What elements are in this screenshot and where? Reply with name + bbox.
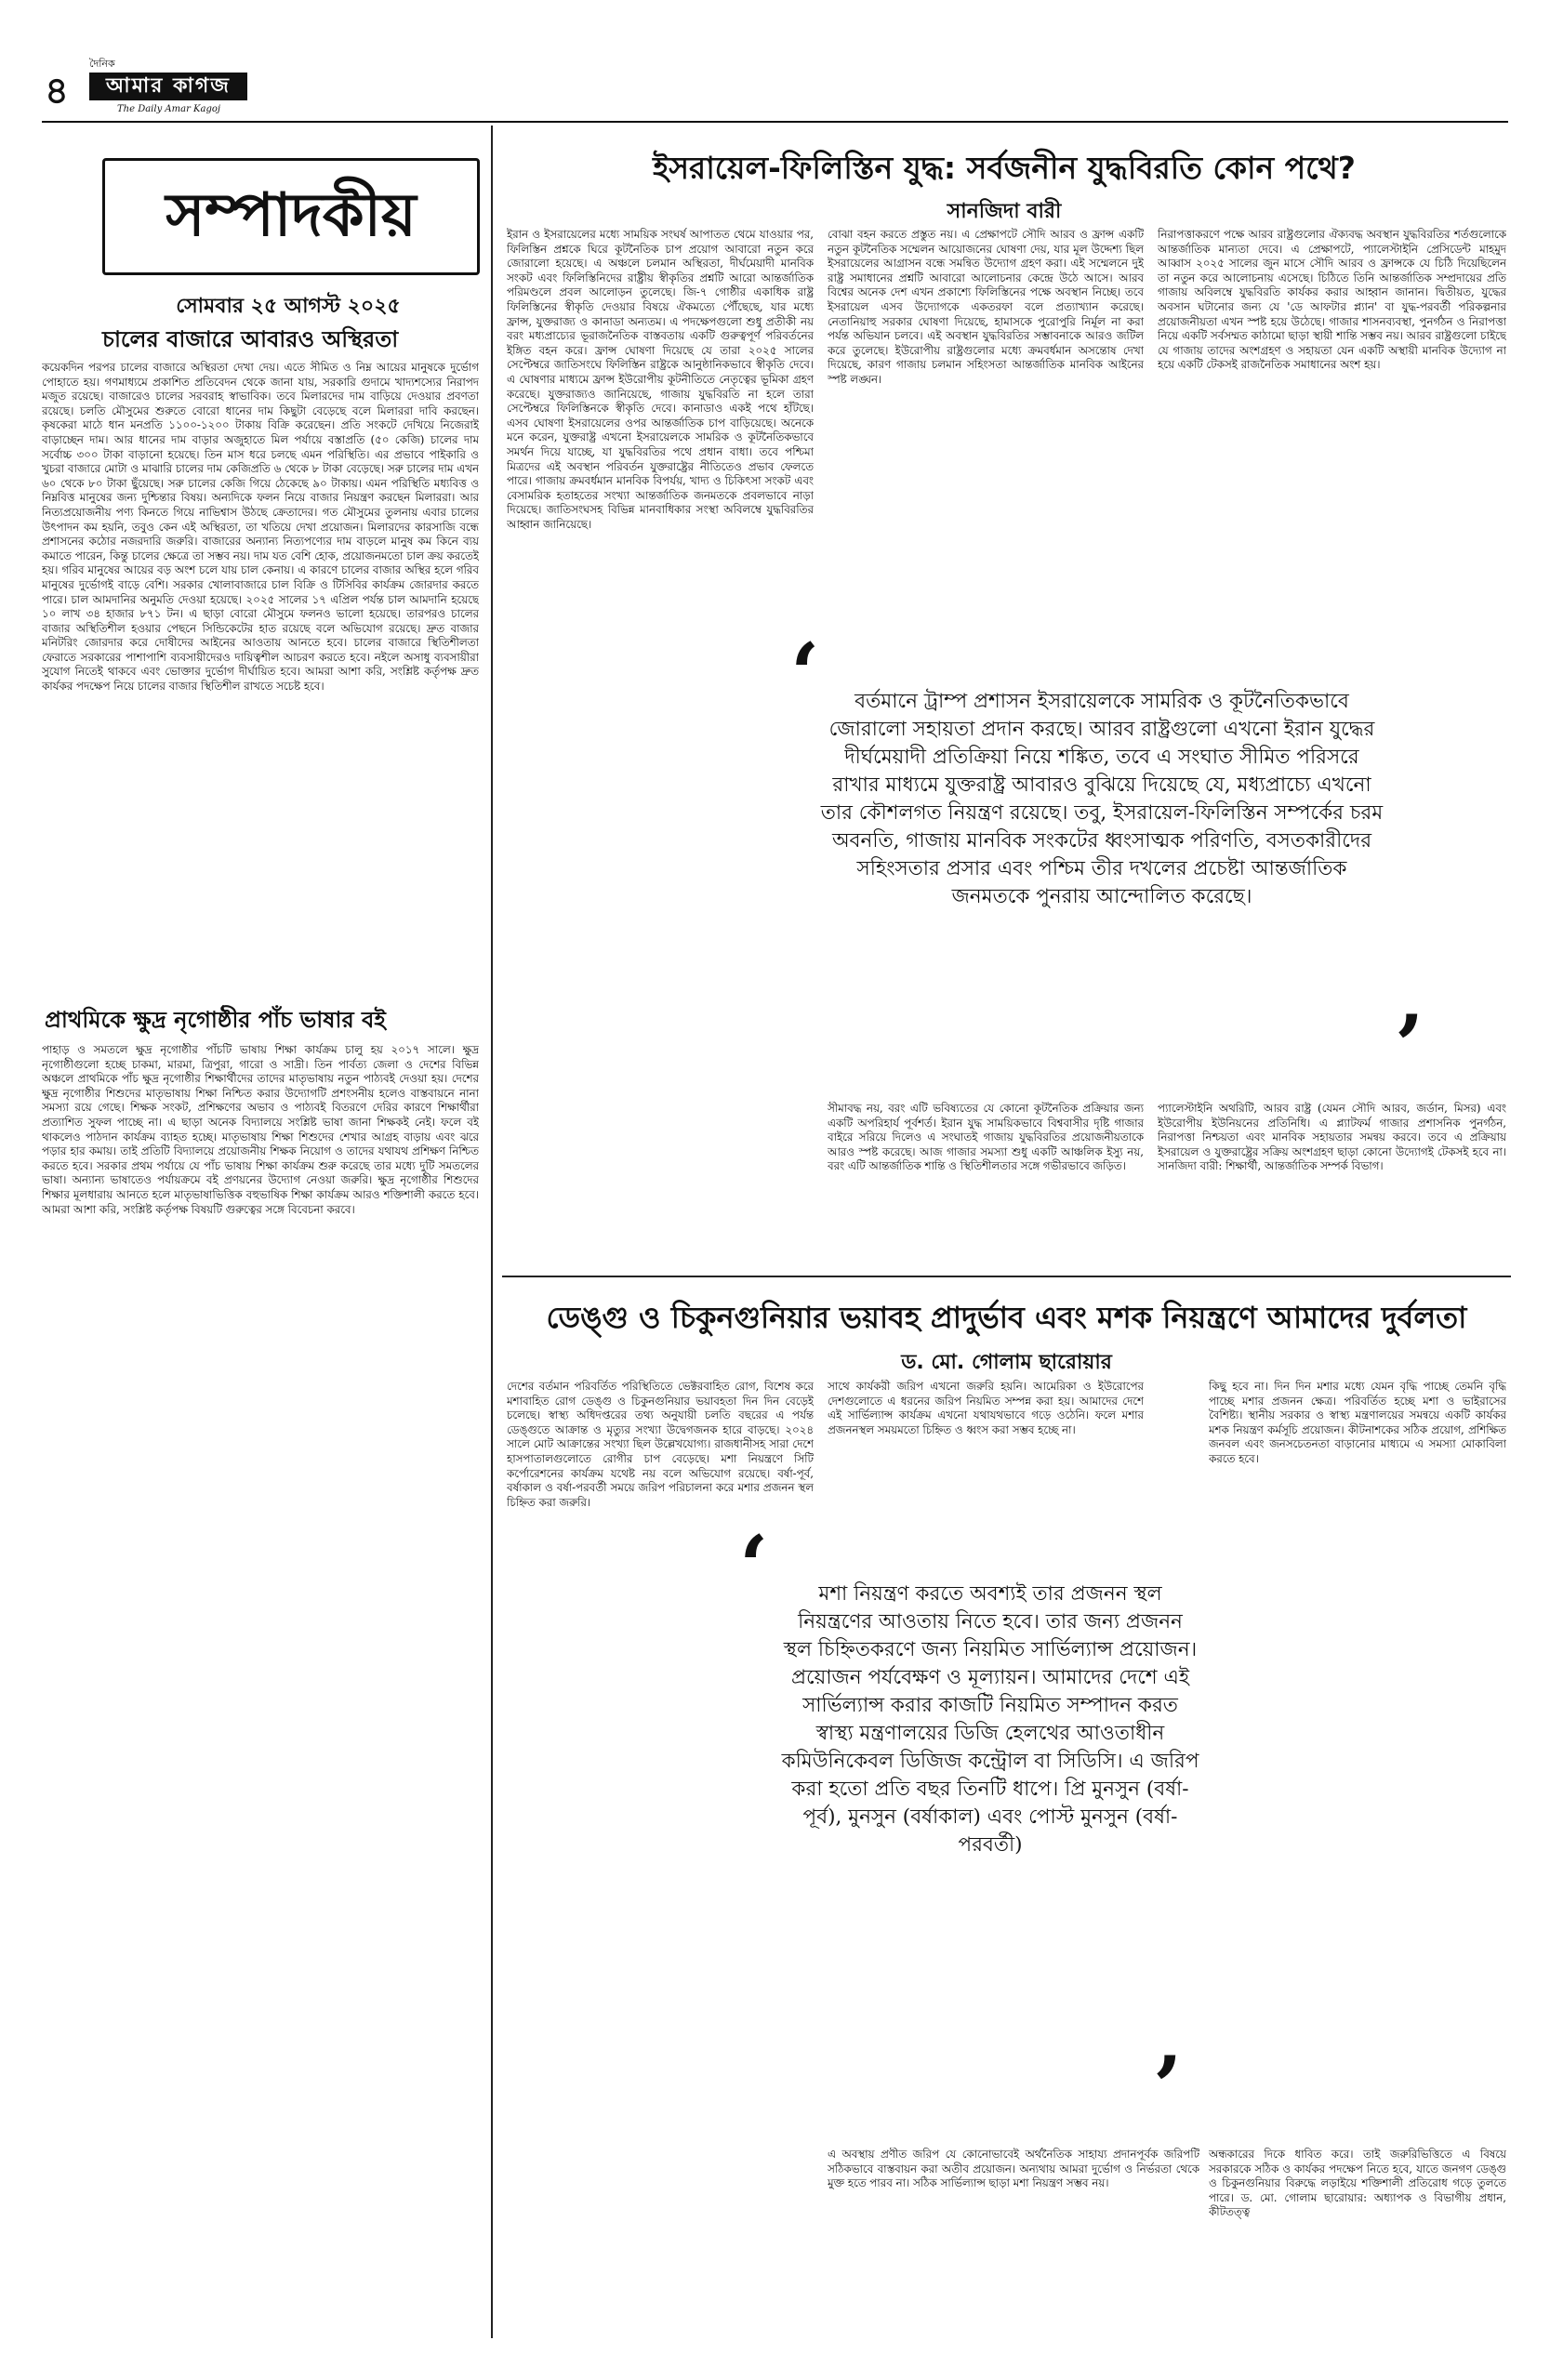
- editorial-article2-title: প্রাথমিকে ক্ষুদ্র নৃগোষ্ঠীর পাঁচ ভাষার বই: [45, 1007, 386, 1033]
- editorial-heading: সম্পাদকীয়: [102, 158, 480, 275]
- top-article-lower-col1: সীমাবদ্ধ নয়, বরং এটি ভবিষ্যতের যে কোনো কূটনৈতিক প্রক্রিয়ার জন্য একটি অপরিহার্য পূর্বশর্ত। ইরান যুদ্ধ সাময়িকভাবে বিশ্ববাসীর দৃষ্টি গাজার বাইরে সরিয়ে দিলেও এ সংঘাতই গাজায় যুদ্ধবিরতির প্রয়োজনীয়তাকে আরও স্পষ্ট করেছে। আজ গাজার সমস্যা শুধু একটি আঞ্চলিক ইস্যু নয়, বরং এটি আন্তর্জাতিক শান্তি ও স্থিতিশীলতার সঙ্গে গভীরভাবে জড়িত।: [828, 1102, 1144, 1173]
- bottom-article-title: ডেঙ্গু ও চিকুনগুনিয়ার ভয়াবহ প্রাদুর্ভাব এবং মশক নিয়ন্ত্রণে আমাদের দুর্বলতা: [546, 1300, 1467, 1335]
- newspaper-logo: [89, 58, 266, 119]
- top-article-pullquote: বর্তমানে ট্রাম্প প্রশাসন ইসরায়েলকে সামরিক ও কূটনৈতিকভাবে জোরালো সহায়তা প্রদান করছে। আরব রাষ্ট্রগুলো এখনো ইরান যুদ্ধের দীর্ঘমেয়াদী প্রতিক্রিয়া নিয়ে শঙ্কিত, তবে এ সংঘাত সীমিত পরিসরে রাখার মাধ্যমে যুক্তরাষ্ট্র আবারও বুঝিয়ে দিয়েছে যে, মধ্যপ্রাচ্যে এখনো তার কৌশলগত নিয়ন্ত্রণ রয়েছে। তবু, ইসরায়েল-ফিলিস্তিন সম্পর্কের চরম অবনতি, গাজায় মানবিক সংকটের ধ্বংসাত্মক পরিণতি, বসতকারীদের সহিংসতার প্রসার এবং পশ্চিম তীর দখলের প্রচেষ্টা আন্তর্জাতিক জনমতকে পুনরায় আন্দোলিত করেছে।: [820, 690, 1384, 908]
- section-divider: [502, 1276, 1511, 1277]
- editorial-article2-body: পাহাড় ও সমতলে ক্ষুদ্র নৃগোষ্ঠীর পাঁচটি ভাষায় শিক্ষা কার্যক্রম চালু হয় ২০১৭ সালে। ক্ষুদ্র নৃগোষ্ঠীগুলো হচ্ছে চাকমা, মারমা, ত্রিপুরা, গারো ও সাদ্রী। তিন পার্বত্য জেলা ও দেশের বিভিন্ন অঞ্চলে প্রাথমিকে পাঁচ ক্ষুদ্র নৃগোষ্ঠীর শিক্ষার্থীদের তাদের মাতৃভাষায় নতুন পাঠ্যবই দেওয়া হয়। দেশের ক্ষুদ্র নৃগোষ্ঠীর শিশুদের মাতৃভাষায় শিক্ষা নিশ্চিত করার উদ্যোগটি প্রশংসনীয় হলেও বাস্তবায়নে নানা সমস্যা রয়ে গেছে। শিক্ষক সংকট, প্রশিক্ষণের অভাব ও পাঠ্যবই বিতরণে দেরির কারণে শিক্ষার্থীরা প্রত্যাশিত সুফল পাচ্ছে না। এ ছাড়া অনেক বিদ্যালয়ে সংশ্লিষ্ট ভাষা জানা শিক্ষকই নেই। ফলে বই থাকলেও পাঠদান কার্যক্রম ব্যাহত হচ্ছে। মাতৃভাষায় শিক্ষা শিশুদের শেখার আগ্রহ বাড়ায় এবং ঝরে পড়ার হার কমায়। তাই প্রতিটি বিদ্যালয়ে প্রয়োজনীয় শিক্ষক নিয়োগ ও তাদের যথাযথ প্রশিক্ষণ নিশ্চিত করতে হবে। সরকার প্রথম পর্যায়ে যে পাঁচ ভাষায় শিক্ষা কার্যক্রম শুরু করেছে তার মধ্যে দুটি সমতলের ভাষা। অন্যান্য ভাষাতেও পর্যায়ক্রমে বই প্রণয়নের উদ্যোগ নেওয়া জরুরি। ক্ষুদ্র নৃগোষ্ঠীর শিশুদের শিক্ষার মূলধারায় আনতে হলে মাতৃভাষাভিত্তিক বহুভাষিক শিক্ষা কার্যক্রম আরও শক্তিশালী করতে হবে। আমরা আশা করি, সংশ্লিষ্ট কর্তৃপক্ষ বিষয়টি গুরুত্বের সঙ্গে বিবেচনা করবে।: [42, 1043, 479, 1216]
- column-divider: [491, 126, 493, 2338]
- logo-title: আমার কাগজ: [89, 73, 247, 100]
- editorial-article1-title: চালের বাজারে আবারও অস্থিরতা: [102, 326, 399, 352]
- top-article-col2: বোঝা বহন করতে প্রস্তুত নয়। এ প্রেক্ষাপটে সৌদি আরব ও ফ্রান্স একটি নতুন কূটনৈতিক সম্মেলন আয়োজনের ঘোষণা দেয়, যার মূল উদ্দেশ্য ছিল ইসরায়েলের আগ্রাসন বন্ধে সমন্বিত উদ্যোগ গ্রহণ করা। এই সম্মেলনে দুই রাষ্ট্র সমাধানের প্রশ্নটি আবারো আলোচনার কেন্দ্রে উঠে আসে। আরব বিশ্বের অনেক দেশ এখন প্রকাশ্যে ফিলিস্তিনের পক্ষে অবস্থান নিচ্ছে। তবে ইসরায়েল এসব উদ্যোগকে একতরফা বলে প্রত্যাখ্যান করেছে। নেতানিয়াহু সরকার ঘোষণা দিয়েছে, হামাসকে পুরোপুরি নির্মূল না করা পর্যন্ত অভিযান চলবে। এই অবস্থান যুদ্ধবিরতির সম্ভাবনাকে আরও জটিল করে তুলেছে। ইউরোপীয় রাষ্ট্রগুলোর মধ্যে ক্রমবর্ধমান অসন্তোষ দেখা দিয়েছে, কারণ গাজায় চলমান সহিংসতা আন্তর্জাতিক মানবিক আইনের স্পষ্ট লঙ্ঘন।: [828, 228, 1144, 386]
- bottom-article-pullquote: মশা নিয়ন্ত্রণ করতে অবশ্যই তার প্রজনন স্থল নিয়ন্ত্রণের আওতায় নিতে হবে। তার জন্য প্রজনন স্থল চিহ্নিতকরণে জন্য নিয়মিত সার্ভিল্যান্স প্রয়োজন। প্রয়োজন পর্যবেক্ষণ ও মূল্যায়ন। আমাদের দেশে এই সার্ভিল্যান্স করার কাজটি নিয়মিত সম্পাদন করত স্বাস্থ্য মন্ত্রণালয়ের ডিজি হেলথের আওতাধীন কমিউনিকেবল ডিজিজ কন্ট্রোল বা সিডিসি। এ জরিপ করা হতো প্রতি বছর তিনটি ধাপে। প্রি মুনসুন (বর্ষা-পূর্ব), মুনসুন (বর্ষাকাল) এবং পোস্ট মুনসুন (বর্ষা-পরবর্তী): [781, 1582, 1199, 1857]
- quote2-open-mark: ‘: [739, 1517, 769, 1616]
- top-article-lower-col2: প্যালেস্টাইনি অথরিটি, আরব রাষ্ট্র (যেমন সৌদি আরব, জর্ডান, মিসর) এবং ইউরোপীয় ইউনিয়নের প্রতিনিধি। এ প্ল্যাটফর্ম গাজার প্রশাসনিক পুনর্গঠন, নিরাপত্তা নিশ্চয়তা এবং মানবিক সহায়তার সমন্বয় করবে। তবে এ প্রক্রিয়ায় ইসরায়েল ও যুক্তরাষ্ট্রের সক্রিয় অংশগ্রহণ ছাড়া কোনো উদ্যোগই টেকসই হবে না। সানজিদা বারী: শিক্ষার্থী, আন্তর্জাতিক সম্পর্ক বিভাগ।: [1158, 1102, 1506, 1173]
- bottom-article-col1: দেশের বর্তমান পরিবর্তিত পরিস্থিতিতে ভেক্টরবাহিত রোগ, বিশেষ করে মশাবাহিত রোগ ডেঙ্গু ও চিকুনগুনিয়ার ভয়াবহতা দিন দিন বেড়েই চলেছে। স্বাস্থ্য অধিদপ্তরের তথ্য অনুযায়ী চলতি বছরের এ পর্যন্ত ডেঙ্গুতে আক্রান্ত ও মৃত্যুর সংখ্যা উদ্বেগজনক হারে বাড়ছে। ২০২৪ সালে মোট আক্রান্তের সংখ্যা ছিল উল্লেখযোগ্য। রাজধানীসহ সারা দেশে হাসপাতালগুলোতে রোগীর চাপ বেড়েছে। মশা নিয়ন্ত্রণে সিটি কর্পোরেশনের কার্যক্রম যথেষ্ট নয় বলে অভিযোগ রয়েছে। বর্ষা-পূর্ব, বর্ষাকাল ও বর্ষা-পরবর্তী সময়ে জরিপ পরিচালনা করে মশার প্রজনন স্থল চিহ্নিত করা জরুরি।: [507, 1380, 814, 1509]
- top-article-col1: ইরান ও ইসরায়েলের মধ্যে সাময়িক সংঘর্ষ আপাতত থেমে যাওয়ার পর, ফিলিস্তিন প্রশ্নকে ঘিরে কূটনৈতিক চাপ প্রয়োগ আবারো নতুন করে জোরালো হয়েছে। এ অঞ্চলে চলমান অস্থিরতা, দীর্ঘমেয়াদী মানবিক সংকট এবং ফিলিস্তিনিদের রাষ্ট্রীয় স্বীকৃতির প্রশ্নটি আরো আন্তর্জাতিক পরিমণ্ডলে প্রবল আলোড়ন তুলেছে। জি-৭ গোষ্ঠীর একাধিক রাষ্ট্র ফিলিস্তিনের স্বীকৃতি দেওয়ার বিষয়ে ঐকমত্যে পৌঁছেছে, যার মধ্যে ফ্রান্স, যুক্তরাজ্য ও কানাডা অন্যতম। এ পদক্ষেপগুলো শুধু প্রতীকী নয় বরং মধ্যপ্রাচ্যের ভূরাজনৈতিক বাস্তবতায় একটি গুরুত্বপূর্ণ পরিবর্তনের ইঙ্গিত বহন করে। ফ্রান্স ঘোষণা দিয়েছে যে তারা ২০২৫ সালের সেপ্টেম্বরে জাতিসংঘে ফিলিস্তিন রাষ্ট্রকে আনুষ্ঠানিকভাবে স্বীকৃতি দেবে। এ ঘোষণার মাধ্যমে ফ্রান্স ইউরোপীয় কূটনীতিতে নেতৃত্বের ভূমিকা গ্রহণ করেছে। যুক্তরাজ্যও জানিয়েছে, গাজায় যুদ্ধবিরতি না হলে তারা সেপ্টেম্বরে ফিলিস্তিনকে স্বীকৃতি দেবে। কানাডাও একই পথে হাঁটছে। এসব ঘোষণা ইসরায়েলের ওপর আন্তর্জাতিক চাপ বাড়িয়েছে। অনেকে মনে করেন, যুক্তরাষ্ট্র এখনো ইসরায়েলকে সামরিক ও কূটনৈতিকভাবে সমর্থন দিয়ে যাচ্ছে, যা যুদ্ধবিরতির পথে প্রধান বাধা। তবে পশ্চিমা মিত্রদের এই অবস্থান পরিবর্তন যুক্তরাষ্ট্রের নীতিতেও প্রভাব ফেলতে পারে। গাজায় ক্রমবর্ধমান মানবিক বিপর্যয়, খাদ্য ও চিকিৎসা সংকট এবং বেসামরিক হতাহতের সংখ্যা আন্তর্জাতিক জনমতকে প্রবলভাবে নাড়া দিয়েছে। জাতিসংঘসহ বিভিন্ন মানবাধিকার সংস্থা অবিলম্বে যুদ্ধবিরতির আহ্বান জানিয়েছে।: [507, 228, 814, 531]
- bottom-article-col3-lower: অন্ধকারের দিকে ধাবিত করে। তাই জরুরিভিত্তিতে এ বিষয়ে সরকারকে সঠিক ও কার্যকর পদক্ষেপ নিতে হবে, যাতে জনগণ ডেঙ্গু ও চিকুনগুনিয়ার বিরুদ্ধে লড়াইয়ে শক্তিশালী প্রতিরোধ গড়ে তুলতে পারে। ড. মো. গোলাম ছারোয়ার: অধ্যাপক ও বিভাগীয় প্রধান, কীটতত্ত্ব: [1209, 2148, 1506, 2219]
- bottom-article-lower: এ অবস্থায় প্রণীত জরিপ যে কোনোভাবেই অর্থনৈতিক সাহায্য প্রদানপূর্বক জরিপটি সঠিকভাবে বাস্তবায়ন করা অতীব প্রয়োজন। অন্যথায় আমরা দুর্ভোগ ও নির্ভরতা থেকে মুক্ত হতে পারব না। সঠিক সার্ভিল্যান্স ছাড়া মশা নিয়ন্ত্রণ সম্ভব নয়।: [828, 2148, 1199, 2190]
- quote-close-mark: ’: [1395, 997, 1424, 1095]
- bottom-article-col2: সাথে কার্যকরী জরিপ এখনো জরুরি হয়নি। আমেরিকা ও ইউরোপের দেশগুলোতে এ ধরনের জরিপ নিয়মিত সম্পন্ন করা হয়। আমাদের দেশে এই সার্ভিল্যান্স কার্যক্রম এখনো যথাযথভাবে গড়ে ওঠেনি। ফলে মশার প্রজননস্থল সময়মতো চিহ্নিত ও ধ্বংস করা সম্ভব হচ্ছে না।: [828, 1380, 1144, 1436]
- logo-subtitle: The Daily Amar Kagoj: [117, 104, 220, 114]
- logo-tagline: দৈনিক: [89, 58, 115, 70]
- header-divider: [42, 121, 1508, 123]
- top-article-author: সানজিদা বারী: [947, 200, 1062, 223]
- bottom-article-col3: কিছু হবে না। দিন দিন মশার মধ্যে যেমন বৃদ্ধি পাচ্ছে তেমনি বৃদ্ধি পাচ্ছে মশার প্রজনন ক্ষেত্র। পরিবর্তিত হচ্ছে মশা ও ভাইরাসের বৈশিষ্ট্য। স্থানীয় সরকার ও স্বাস্থ্য মন্ত্রণালয়ের সমন্বয়ে একটি কার্যকর মশক নিয়ন্ত্রণ কর্মসূচি প্রয়োজন। কীটনাশকের সঠিক প্রয়োগ, প্রশিক্ষিত জনবল এবং জনসচেতনতা বাড়ানোর মাধ্যমে এ সমস্যা মোকাবিলা করতে হবে।: [1209, 1380, 1506, 1465]
- top-article-title: ইসরায়েল-ফিলিস্তিন যুদ্ধ: সর্বজনীন যুদ্ধবিরতি কোন পথে?: [653, 150, 1356, 186]
- page-number: ৪: [45, 69, 69, 112]
- quote-open-mark: ‘: [790, 625, 820, 723]
- quote2-close-mark: ’: [1153, 2038, 1183, 2136]
- editorial-date: সোমবার ২৫ আগস্ট ২০২৫: [176, 294, 401, 318]
- top-article-col3: নিরাপত্তাকরণে পক্ষে আরব রাষ্ট্রগুলোর ঐক্যবদ্ধ অবস্থান যুদ্ধবিরতির শর্তগুলোকে আন্তর্জাতিক মান্যতা দেবে। এ প্রেক্ষাপটে, প্যালেস্টাইনি প্রেসিডেন্ট মাহমুদ আব্বাস ২০২৫ সালের জুন মাসে সৌদি আরব ও ফ্রান্সকে যে চিঠি দিয়েছিলেন তা নতুন করে আলোচনায় এসেছে। চিঠিতে তিনি আন্তর্জাতিক সম্প্রদায়ের প্রতি গাজায় অবিলম্বে যুদ্ধবিরতি কার্যকর করার আহ্বান জানান। দ্বিতীয়ত, যুদ্ধের অবসান ঘটানোর জন্য যে 'ডে আফটার প্ল্যান' বা যুদ্ধ-পরবর্তী পরিকল্পনার প্রয়োজনীয়তা এখন স্পষ্ট হয়ে উঠেছে। গাজার শাসনব্যবস্থা, পুনর্গঠন ও নিরাপত্তা নিয়ে একটি সর্বসম্মত কাঠামো ছাড়া স্থায়ী শান্তি সম্ভব নয়। আরব রাষ্ট্রগুলো চাইছে যে গাজায় তাদের অংশগ্রহণ ও সহায়তা যেন একটি অস্থায়ী মানবিক উদ্যোগ না হয়ে একটি টেকসই রাজনৈতিক সমাধানের অংশ হয়।: [1158, 228, 1506, 372]
- editorial-article1-body: কয়েকদিন পরপর চালের বাজারে অস্থিরতা দেখা দেয়। এতে সীমিত ও নিম্ন আয়ের মানুষকে দুর্ভোগ পোহাতে হয়। গণমাধ্যমে প্রকাশিত প্রতিবেদন থেকে জানা যায়, সরকারি গুদামে খাদ্যশস্যের নিরাপদ মজুত রয়েছে। বাজারেও চালের সরবরাহ স্বাভাবিক। তবে মিলারদের দাম বাড়িয়ে দেওয়ার প্রবণতা রয়েছে। চলতি মৌসুমের শুরুতে বোরো ধানের দাম কিছুটা বেড়েছে বলে মিলাররা দাবি করছেন। কৃষকেরা মাঠে ধান মনপ্রতি ১১০০-১২০০ টাকায় বিক্রি করেছেন। প্রতি সংকটে দেখিয়ে নিজেরাই বাড়াচ্ছেন দাম। আর ধানের দাম বাড়ার অজুহাতে মিল পর্যায়ে বস্তাপ্রতি (৫০ কেজি) চালের দাম সর্বোচ্চ ৩০০ টাকা বাড়ানো হয়েছে। তিন মাস ধরে চলছে এমন পরিস্থিতি। এর প্রভাবে পাইকারি ও খুচরা বাজারে মোটা ও মাঝারি চালের দাম কেজিপ্রতি ৬ থেকে ৮ টাকা বেড়েছে। সরু চালের দাম এখন ৬০ থেকে ৮০ টাকা ছুঁয়েছে। সরু চালের কেজি গিয়ে ঠেকেছে ৯০ টাকায়। এমন পরিস্থিতি মধ্যবিত্ত ও নিম্নবিত্ত মানুষের জন্য দুশ্চিন্তার বিষয়। অন্যদিকে ফলন নিয়ে বাজার নিয়ন্ত্রণ করছেন মিলাররা। আর নিত্যপ্রয়োজনীয় পণ্য কিনতে গিয়ে নাভিশ্বাস উঠছে ক্রেতাদের। গত মৌসুমের তুলনায় এবার চালের উৎপাদন কম হয়নি, তবুও কেন এই অস্থিরতা, তা খতিয়ে দেখা প্রয়োজন। মিলারদের কারসাজি বন্ধে প্রশাসনের কঠোর নজরদারি জরুরি। বাজারের অন্যান্য নিত্যপণ্যের দাম বাড়লে মানুষ কম কিনে ব্যয় কমাতে পারেন, কিন্তু চালের ক্ষেত্রে তা সম্ভব নয়। দাম যত বেশি হোক, প্রয়োজনমতো চাল ক্রয় করতেই হয়। গরিব মানুষের আয়ের বড় অংশ চলে যায় চাল কেনায়। এ কারণে চালের বাজার অস্থির হলে গরিব মানুষের দুর্ভোগই বাড়ে বেশি। সরকার খোলাবাজারে চাল বিক্রি ও টিসিবির কার্যক্রম জোরদার করতে পারে। চাল আমদানির অনুমতি দেওয়া হয়েছে। ২০২৫ সালের ১৭ এপ্রিল পর্যন্ত চাল আমদানি হয়েছে ১০ লাখ ৩৪ হাজার ৮৭১ টন। এ ছাড়া বোরো মৌসুমে ফলনও ভালো হয়েছে। তারপরও চালের বাজার অস্থিতিশীল হওয়ার পেছনে সিন্ডিকেটের হাত রয়েছে বলে অভিযোগ রয়েছে। দ্রুত বাজার মনিটরিং জোরদার করে দোষীদের আইনের আওতায় আনতে হবে। চালের বাজারে স্থিতিশীলতা ফেরাতে সরকারের পাশাপাশি ব্যবসায়ীদেরও দায়িত্বশীল আচরণ করতে হবে। নইলে অসাধু ব্যবসায়ীরা সুযোগ নিতেই থাকবে এবং ভোক্তার দুর্ভোগ দীর্ঘায়িত হবে। আমরা আশা করি, সংশ্লিষ্ট কর্তৃপক্ষ দ্রুত কার্যকর পদক্ষেপ নিয়ে চালের বাজার স্থিতিশীল রাখতে সচেষ্ট হবে।: [42, 361, 479, 694]
- bottom-article-author: ড. মো. গোলাম ছারোয়ার: [901, 1351, 1112, 1374]
